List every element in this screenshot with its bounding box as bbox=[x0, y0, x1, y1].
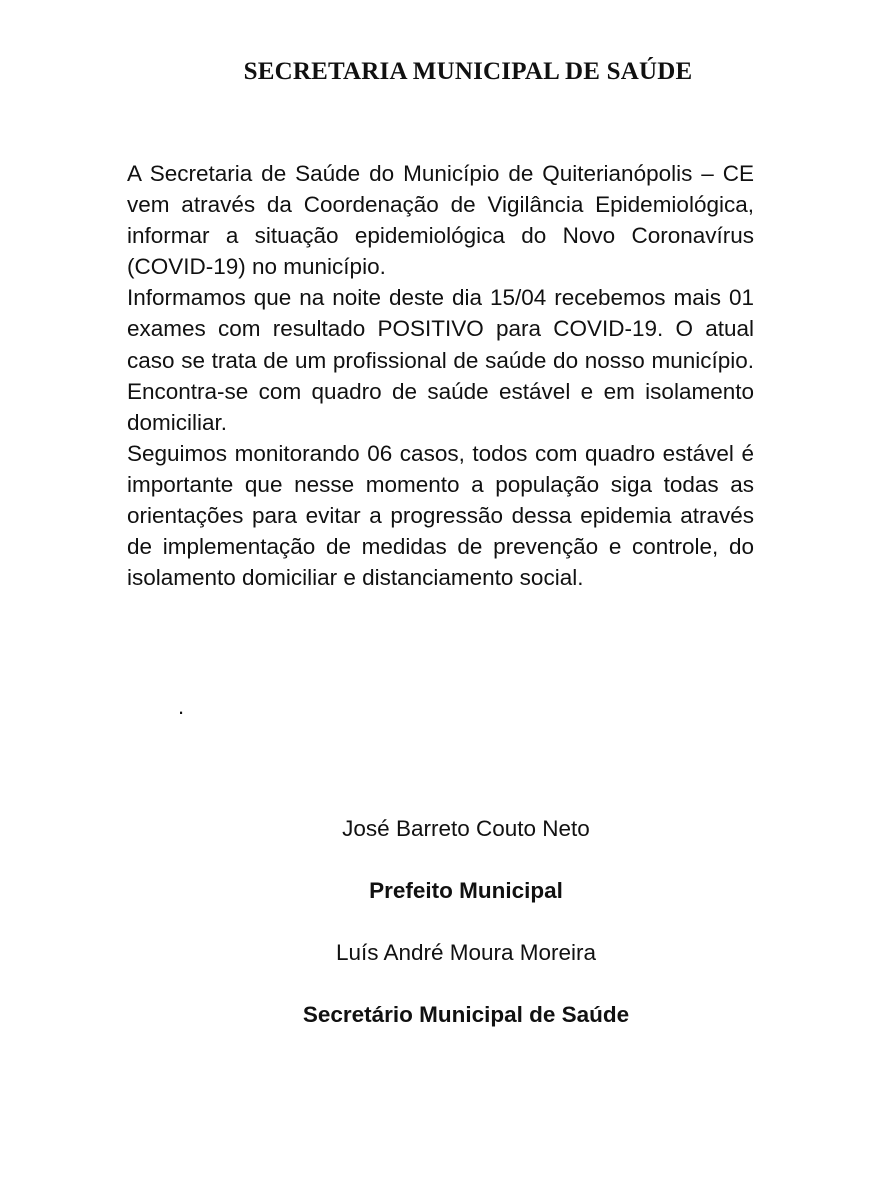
signatory-secretary-name: Luís André Moura Moreira bbox=[335, 940, 597, 965]
signatory-mayor-name: José Barreto Couto Neto bbox=[342, 816, 590, 841]
trailing-mark: . bbox=[178, 694, 185, 719]
paragraph-monitoring: Seguimos monitorando 06 casos, todos com quadro estável é importante que nesse momento a população siga todas as orientações para evitar a progressão dessa epidemia através de implementação de medidas de prevenção e controle, do isolamento domiciliar e distanciamento social. bbox=[127, 440, 754, 591]
signatory-mayor-role: Prefeito Municipal bbox=[369, 878, 563, 903]
paragraph-intro: A Secretaria de Saúde do Município de Quiterianópolis – CE vem através da Coordenação de Vigilância Epidemiológica, informar a situação epidemiológica do Novo Coronavírus (COVID-19) no município. bbox=[127, 161, 754, 280]
paragraph-new-case: Informamos que na noite deste dia 15/04 recebemos mais 01 exames com resultado POSITIVO para COVID-19. O atual caso se trata de um profissional de saúde do nosso município. Encontra-se com quadro de saúde estável e em isolamento domiciliar. bbox=[127, 285, 754, 435]
signatory-secretary-role: Secretário Municipal de Saúde bbox=[302, 1002, 630, 1027]
notice-body bbox=[127, 158, 754, 593]
page-title: SECRETARIA MUNICIPAL DE SAÚDE bbox=[243, 58, 693, 85]
